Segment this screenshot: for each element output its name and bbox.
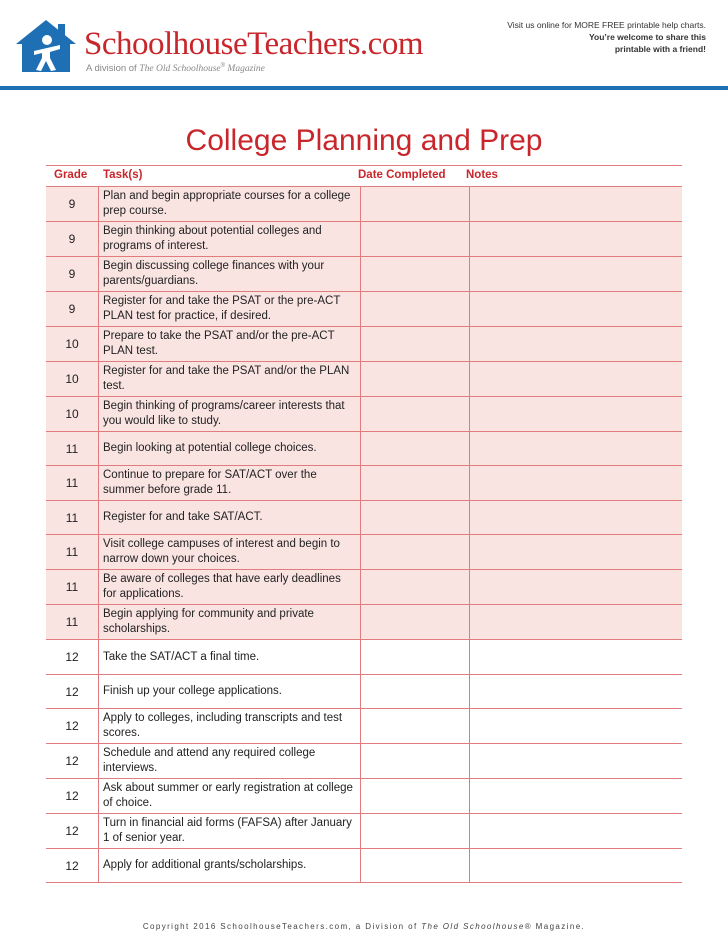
date-completed-cell[interactable] — [361, 292, 470, 327]
notes-cell[interactable] — [470, 432, 683, 466]
notes-cell[interactable] — [470, 849, 683, 883]
table-row — [46, 257, 682, 292]
grade-cell: 12 — [46, 640, 99, 675]
notes-cell[interactable] — [470, 605, 683, 640]
grade-cell: 12 — [46, 675, 99, 709]
table-row — [46, 501, 682, 535]
notes-cell[interactable] — [470, 501, 683, 535]
table-row — [46, 327, 682, 362]
grade-cell: 11 — [46, 432, 99, 466]
task-cell: Be aware of colleges that have early deadlines for applications. — [99, 570, 361, 605]
date-completed-cell[interactable] — [361, 605, 470, 640]
notes-cell[interactable] — [470, 187, 683, 222]
grade-cell: 12 — [46, 814, 99, 849]
table-row — [46, 744, 682, 779]
task-cell: Plan and begin appropriate courses for a college prep course. — [99, 187, 361, 222]
grade-cell: 12 — [46, 779, 99, 814]
task-cell: Begin discussing college finances with your parents/guardians. — [99, 257, 361, 292]
table-row — [46, 779, 682, 814]
task-cell: Apply for additional grants/scholarships. — [99, 849, 361, 883]
table-row — [46, 675, 682, 709]
notes-cell[interactable] — [470, 362, 683, 397]
table-row — [46, 432, 682, 466]
column-header-notes: Notes — [466, 169, 498, 181]
date-completed-cell[interactable] — [361, 535, 470, 570]
task-cell: Take the SAT/ACT a final time. — [99, 640, 361, 675]
table-row — [46, 535, 682, 570]
date-completed-cell[interactable] — [361, 501, 470, 535]
task-cell: Begin applying for community and private scholarships. — [99, 605, 361, 640]
table-header — [46, 165, 682, 186]
grade-cell: 9 — [46, 257, 99, 292]
date-completed-cell[interactable] — [361, 709, 470, 744]
grade-cell: 12 — [46, 849, 99, 883]
task-cell: Begin thinking about potential colleges and programs of interest. — [99, 222, 361, 257]
task-table — [46, 186, 682, 883]
planning-table — [46, 165, 682, 883]
grade-cell: 11 — [46, 501, 99, 535]
table-row — [46, 187, 682, 222]
grade-cell: 12 — [46, 744, 99, 779]
table-row — [46, 849, 682, 883]
date-completed-cell[interactable] — [361, 466, 470, 501]
date-completed-cell[interactable] — [361, 570, 470, 605]
notes-cell[interactable] — [470, 292, 683, 327]
grade-cell: 9 — [46, 187, 99, 222]
task-cell: Begin thinking of programs/career interests that you would like to study. — [99, 397, 361, 432]
date-completed-cell[interactable] — [361, 432, 470, 466]
grade-cell: 9 — [46, 222, 99, 257]
notes-cell[interactable] — [470, 535, 683, 570]
date-completed-cell[interactable] — [361, 397, 470, 432]
promo-line-1: Visit us online for MORE FREE printable help charts. — [507, 20, 706, 30]
column-header-grade: Grade — [54, 169, 88, 181]
date-completed-cell[interactable] — [361, 640, 470, 675]
promo-text — [507, 19, 706, 55]
notes-cell[interactable] — [470, 327, 683, 362]
table-row — [46, 814, 682, 849]
date-completed-cell[interactable] — [361, 187, 470, 222]
notes-cell[interactable] — [470, 397, 683, 432]
column-header-date: Date Completed — [358, 169, 446, 181]
table-row — [46, 222, 682, 257]
notes-cell[interactable] — [470, 222, 683, 257]
table-row — [46, 605, 682, 640]
grade-cell: 11 — [46, 570, 99, 605]
task-cell: Continue to prepare for SAT/ACT over the summer before grade 11. — [99, 466, 361, 501]
date-completed-cell[interactable] — [361, 257, 470, 292]
table-row — [46, 397, 682, 432]
notes-cell[interactable] — [470, 570, 683, 605]
task-cell: Prepare to take the PSAT and/or the pre-ACT PLAN test. — [99, 327, 361, 362]
table-row — [46, 466, 682, 501]
task-cell: Register for and take the PSAT or the pre-ACT PLAN test for practice, if desired. — [99, 292, 361, 327]
notes-cell[interactable] — [470, 709, 683, 744]
header-divider — [0, 86, 728, 90]
task-cell: Finish up your college applications. — [99, 675, 361, 709]
notes-cell[interactable] — [470, 257, 683, 292]
table-row — [46, 292, 682, 327]
task-cell: Register for and take the PSAT and/or the PLAN test. — [99, 362, 361, 397]
promo-line-2: You’re welcome to share this — [589, 32, 706, 42]
date-completed-cell[interactable] — [361, 814, 470, 849]
date-completed-cell[interactable] — [361, 327, 470, 362]
promo-line-3: printable with a friend! — [614, 44, 706, 54]
grade-cell: 10 — [46, 327, 99, 362]
grade-cell: 10 — [46, 362, 99, 397]
grade-cell: 11 — [46, 535, 99, 570]
notes-cell[interactable] — [470, 640, 683, 675]
notes-cell[interactable] — [470, 744, 683, 779]
task-cell: Register for and take SAT/ACT. — [99, 501, 361, 535]
notes-cell[interactable] — [470, 466, 683, 501]
table-row — [46, 570, 682, 605]
date-completed-cell[interactable] — [361, 222, 470, 257]
task-cell: Turn in financial aid forms (FAFSA) after January 1 of senior year. — [99, 814, 361, 849]
task-cell: Begin looking at potential college choices. — [99, 432, 361, 466]
date-completed-cell[interactable] — [361, 849, 470, 883]
table-row — [46, 640, 682, 675]
date-completed-cell[interactable] — [361, 779, 470, 814]
schoolhouse-logo-icon — [14, 18, 78, 74]
brand-tagline: A division of The Old Schoolhouse® Magazine — [86, 63, 265, 75]
copyright-footer: Copyright 2016 SchoolhouseTeachers.com, a Division of The Old Schoolhouse® Magazine. — [142, 922, 586, 931]
task-cell: Schedule and attend any required college interviews. — [99, 744, 361, 779]
task-cell: Visit college campuses of interest and begin to narrow down your choices. — [99, 535, 361, 570]
date-completed-cell[interactable] — [361, 362, 470, 397]
grade-cell: 11 — [46, 605, 99, 640]
grade-cell: 12 — [46, 709, 99, 744]
notes-cell[interactable] — [470, 675, 683, 709]
grade-cell: 10 — [46, 397, 99, 432]
page-title: College Planning and Prep — [185, 124, 543, 157]
column-header-task: Task(s) — [103, 169, 143, 181]
date-completed-cell[interactable] — [361, 744, 470, 779]
notes-cell[interactable] — [470, 814, 683, 849]
page-header — [0, 0, 728, 92]
task-cell: Apply to colleges, including transcripts and test scores. — [99, 709, 361, 744]
date-completed-cell[interactable] — [361, 675, 470, 709]
grade-cell: 9 — [46, 292, 99, 327]
grade-cell: 11 — [46, 466, 99, 501]
brand-name: SchoolhouseTeachers.com — [84, 26, 423, 62]
task-cell: Ask about summer or early registration at college of choice. — [99, 779, 361, 814]
table-row — [46, 362, 682, 397]
notes-cell[interactable] — [470, 779, 683, 814]
table-row — [46, 709, 682, 744]
